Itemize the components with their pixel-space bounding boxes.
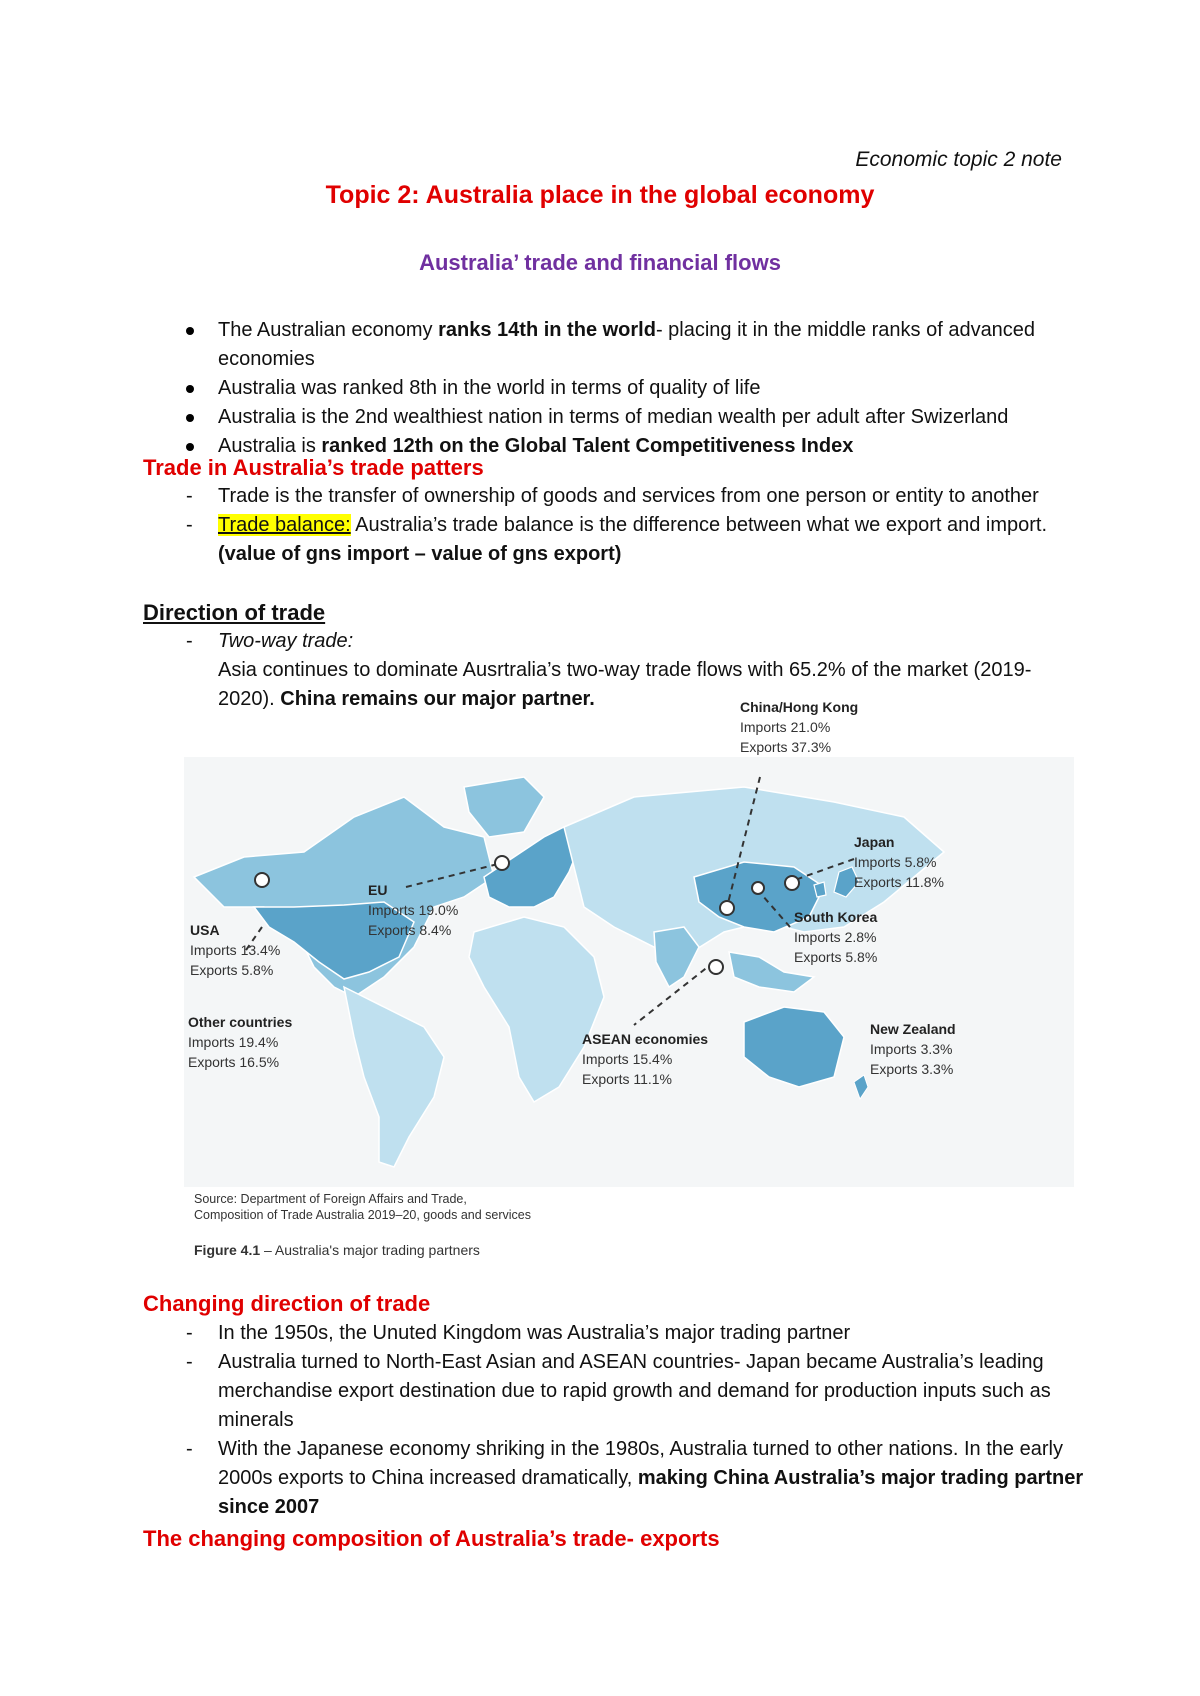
label-south-korea: South Korea Imports 2.8% Exports 5.8% [794,909,878,965]
list-item: - With the Japanese economy shriking in the 1980s, Australia turned to other nations. In the early 2000s exports to China increased dramatically, making China Australia’s major trading partner since 2007 [186,1438,1084,1518]
list-item: Australia is the 2nd wealthiest nation in terms of median wealth per adult after Swizerland [172,403,1072,432]
bullet-icon [186,327,194,335]
list-item: - Australia turned to North-East Asian and ASEAN countries- Japan became Australia’s leading merchandise export destination due to rapid growth and demand for production inputs such as minerals [186,1351,1051,1431]
usa-marker [255,873,269,887]
bullet-icon [186,385,194,393]
page-subtitle: Australia’ trade and financial flows [419,250,781,275]
list-item: - Two-way trade: Asia continues to dominate Ausrtralia’s two-way trade flows with 65.2% of the market (2019-2020). China remains our major partner. [186,630,1032,710]
label-japan: Japan Imports 5.8% Exports 11.8% [854,834,945,890]
figure-source: Source: Department of Foreign Affairs and Trade, Composition of Trade Australia 2019–20, goods and services [194,1192,532,1222]
highlighted-term: Trade balance: [218,514,351,536]
south-korea-marker [752,882,764,894]
direction-list [186,627,1086,714]
japan-marker [785,876,799,890]
section-heading-direction: Direction of trade [143,600,326,625]
figure-caption: Figure 4.1 – Australia's major trading partners [194,1242,480,1258]
key-facts-list [172,316,1072,461]
world-map [184,757,1074,1187]
list-item: - Trade is the transfer of ownership of goods and services from one person or entity to another [186,485,1039,507]
section-heading-changing: Changing direction of trade [143,1291,431,1316]
header-note: Economic topic 2 note [855,148,1062,171]
label-new-zealand: New Zealand Imports 3.3% Exports 3.3% [870,1021,956,1077]
section-heading-composition: The changing composition of Australia’s trade- exports [143,1526,720,1551]
bullet-icon [186,414,194,422]
label-eu: EU Imports 19.0% Exports 8.4% [368,882,459,938]
list-item: Australia is ranked 12th on the Global Talent Competitiveness Index [172,432,1072,461]
list-item: - In the 1950s, the Unuted Kingdom was Australia’s major trading partner [186,1322,851,1344]
list-item: - Trade balance: Australia’s trade balance is the difference between what we export and import. (value of gns import – value of gns export) [186,514,1048,565]
trade-list [186,482,1086,569]
label-china: China/Hong Kong Imports 21.0% Exports 37.3% [740,699,859,755]
china-marker [720,901,734,915]
label-other-countries: Other countries Imports 19.4% Exports 16.5% [188,1014,293,1070]
changing-list [186,1319,1086,1522]
eu-marker [495,856,509,870]
list-item: Australia was ranked 8th in the world in terms of quality of life [172,374,1072,403]
asean-marker [709,960,723,974]
page-title: Topic 2: Australia place in the global economy [325,181,875,209]
section-heading-trade: Trade in Australia’s trade patters [143,455,484,480]
trading-partners-figure [184,699,1074,1258]
bullet-icon [186,443,194,451]
label-asean: ASEAN economies Imports 15.4% Exports 11.1% [582,1031,709,1087]
list-item: The Australian economy ranks 14th in the world- placing it in the middle ranks of advanced economies [172,316,1072,374]
label-usa: USA Imports 13.4% Exports 5.8% [190,922,281,978]
